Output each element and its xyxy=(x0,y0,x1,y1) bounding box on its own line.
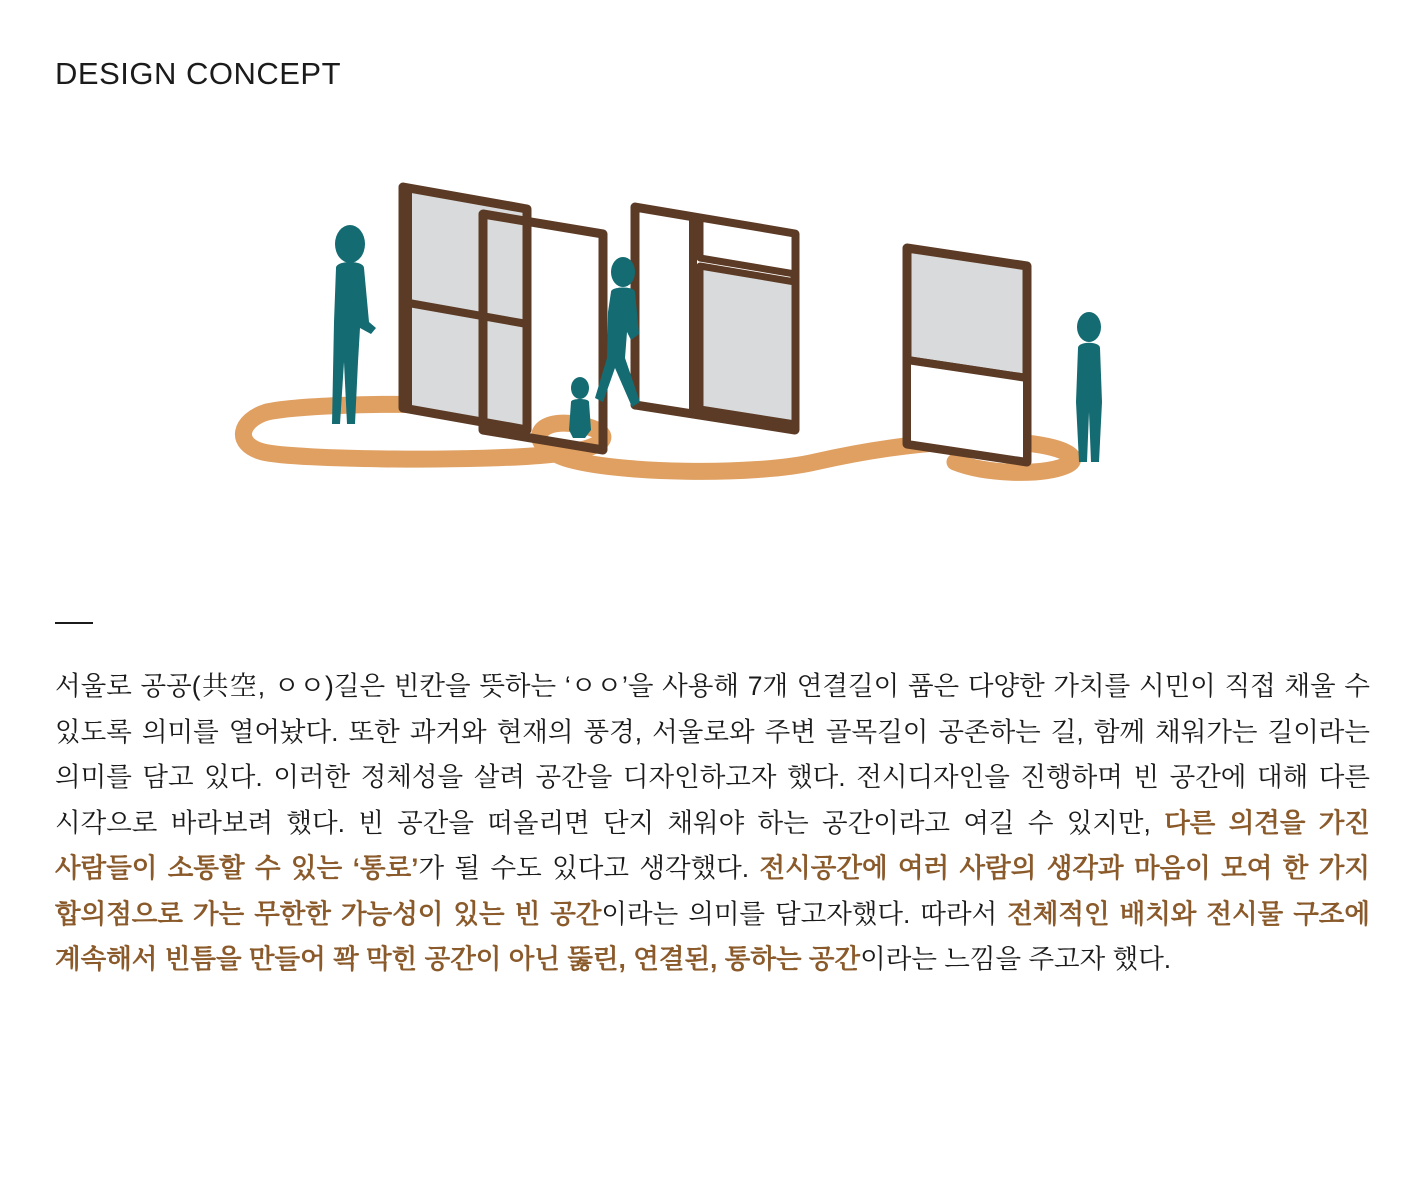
exhibition-panel-1 xyxy=(403,187,527,430)
exhibition-panel-3 xyxy=(635,207,795,430)
exhibition-panels-concept-illustration xyxy=(55,162,1370,562)
concept-text-highlight-1: 다른 의견을 가진 사람들이 소통할 수 있는 ‘통로’ xyxy=(55,807,1370,884)
concept-text-highlight-2: 전시공간에 여러 사람의 생각과 마음이 모여 한 가지 합의점으로 가는 무한한 가능성이 있는 빈 공간 xyxy=(55,853,1370,929)
concept-text-highlight-3: 전체적인 배치와 전시물 구조에 계속해서 빈틈을 만들어 꽉 막힌 공간이 아닌 뚫린, 연결된, 통하는 공간 xyxy=(55,898,1371,975)
page-title: DESIGN CONCEPT xyxy=(55,56,342,91)
person-silhouette-1 xyxy=(332,225,376,424)
section-divider xyxy=(55,622,93,624)
person-silhouette-3 xyxy=(569,377,591,438)
exhibition-panel-4 xyxy=(907,248,1027,462)
concept-text-segment-2: 가 될 수도 있다고 생각했다. xyxy=(418,853,760,884)
concept-text-segment-3: 이라는 의미를 담고자했다. 따라서 xyxy=(601,898,1008,929)
concept-text-segment-4: 이라는 느낌을 주고자 했다. xyxy=(860,944,1172,975)
concept-description-paragraph xyxy=(55,664,1370,983)
concept-illustration-svg xyxy=(55,162,1370,562)
person-silhouette-4 xyxy=(1076,312,1102,462)
concept-text-segment-1: 서울로 공공(共空, ㅇㅇ)길은 빈칸을 뜻하는 ‘ㅇㅇ’을 사용해 7개 연결길이 품은 다양한 가치를 시민이 직접 채울 수 있도록 의미를 열어놨다. 또한 과거와 현재의 풍경, 서울로와 주변 골목길이 공존하는 길, 함께 채워가는 길이라는 의미를 담고 있다. 이러한 정체성을 살려 공간을 디자인하고자 했다. 전시디자인을 진행하며 빈 공간에 대해 다른 시각으로 바라보려 했다. 빈 공간을 떠올리면 단지 채워야 하는 공간이라고 여길 수 있지만, xyxy=(55,671,1370,838)
